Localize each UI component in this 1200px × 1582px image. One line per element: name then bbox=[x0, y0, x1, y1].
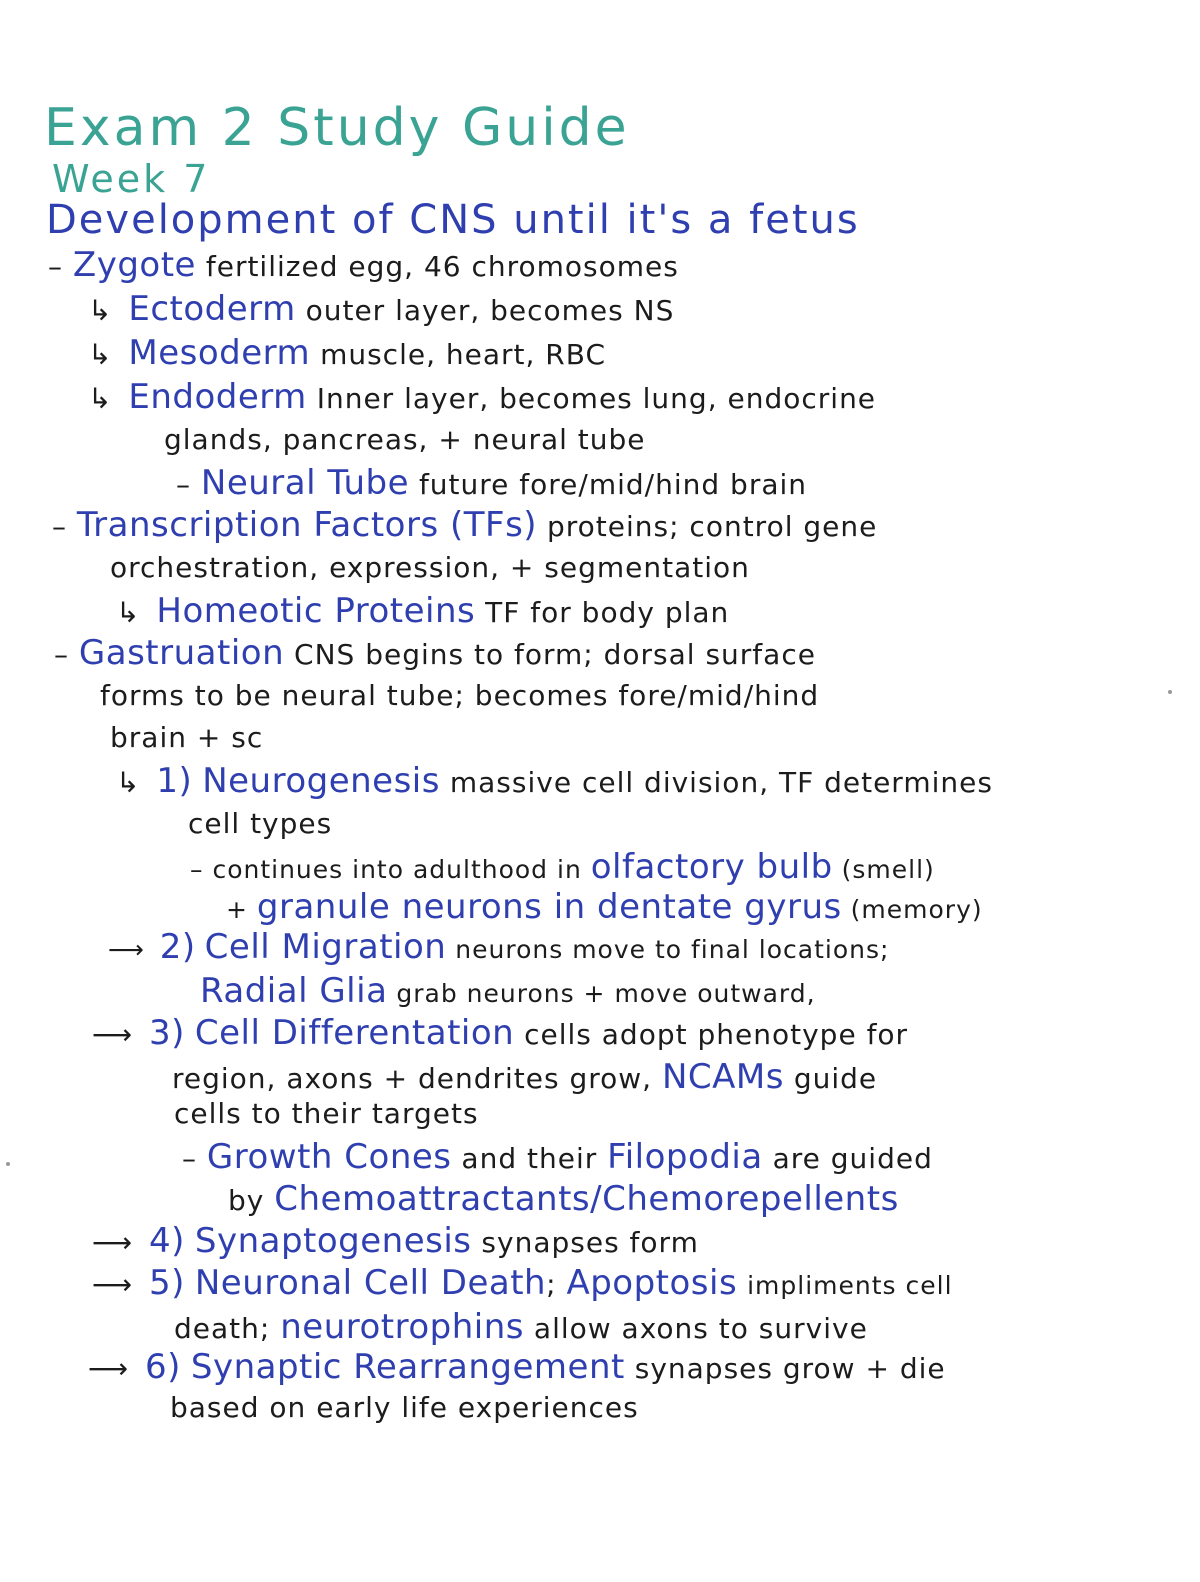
ncams-term: NCAMs bbox=[661, 1057, 784, 1097]
gastrulation-term: Gastruation bbox=[78, 633, 285, 673]
dash-marker: – bbox=[52, 510, 67, 543]
neurogenesis-sub-1-text: continues into adulthood in bbox=[212, 855, 582, 884]
arrow-icon: ↳ bbox=[116, 766, 141, 799]
ectoderm-term: Ectoderm bbox=[128, 289, 296, 329]
paper-speck bbox=[6, 1162, 10, 1166]
dash-marker: – bbox=[182, 1142, 197, 1175]
synaptogenesis-line bbox=[92, 1221, 699, 1261]
differentiation-line-2 bbox=[172, 1057, 878, 1097]
gastrulation-text-cont-2: brain + sc bbox=[110, 721, 264, 754]
endoderm-line bbox=[88, 377, 877, 417]
and-their-text: and their bbox=[461, 1142, 598, 1175]
zygote-text: fertilized egg, 46 chromosomes bbox=[205, 250, 679, 283]
synaptogenesis-number: 4) bbox=[149, 1221, 185, 1261]
cell-death-number: 5) bbox=[149, 1263, 185, 1303]
filopodia-term: Filopodia bbox=[607, 1137, 763, 1177]
rearrangement-text-cont: based on early life experiences bbox=[170, 1391, 639, 1424]
paper-speck bbox=[1168, 690, 1172, 694]
migration-text: neurons move to final locations; bbox=[455, 935, 890, 964]
gastrulation-text: CNS begins to form; dorsal surface bbox=[294, 638, 816, 671]
radial-glia-term: Radial Glia bbox=[200, 971, 388, 1011]
cell-death-term: Neuronal Cell Death bbox=[194, 1263, 547, 1303]
cell-death-sep: ; bbox=[546, 1268, 557, 1301]
arrow-icon: ⟶ bbox=[92, 1268, 134, 1301]
homeotic-text: TF for body plan bbox=[485, 596, 730, 629]
arrow-icon: ⟶ bbox=[88, 1352, 130, 1385]
zygote-term: Zygote bbox=[72, 245, 196, 285]
differentiation-text-2: region, axons + dendrites grow, bbox=[172, 1062, 653, 1095]
neurogenesis-term: Neurogenesis bbox=[202, 761, 440, 801]
week-heading: Week 7 bbox=[52, 157, 211, 201]
differentiation-text-3: cells to their targets bbox=[174, 1097, 479, 1130]
page-title: Exam 2 Study Guide bbox=[44, 98, 630, 158]
neurogenesis-text-cont: cell types bbox=[188, 807, 333, 840]
mesoderm-line bbox=[88, 333, 607, 373]
migration-text-cont: grab neurons + move outward, bbox=[396, 979, 816, 1008]
tfs-line bbox=[52, 505, 878, 545]
arrow-icon: ⟶ bbox=[92, 1226, 134, 1259]
neurogenesis-sub-2-plus: + bbox=[226, 895, 248, 924]
dash-marker: – bbox=[54, 638, 69, 671]
neurogenesis-sub-1-note: (smell) bbox=[841, 855, 935, 884]
cell-death-text-2-end: allow axons to survive bbox=[533, 1312, 868, 1345]
migration-line bbox=[108, 927, 890, 967]
differentiation-text: cells adopt phenotype for bbox=[524, 1018, 909, 1051]
gastrulation-text-cont-1: forms to be neural tube; becomes fore/mid/hind bbox=[100, 679, 820, 712]
arrow-icon: ⟶ bbox=[92, 1018, 134, 1051]
neural-tube-line bbox=[176, 463, 808, 503]
migration-line-2 bbox=[200, 971, 816, 1011]
arrow-icon: ↳ bbox=[88, 294, 113, 327]
growth-cones-line bbox=[182, 1137, 933, 1177]
arrow-icon: ↳ bbox=[88, 382, 113, 415]
differentiation-text-2-end: guide bbox=[793, 1062, 878, 1095]
dash-marker: – bbox=[190, 855, 204, 884]
tfs-term: Transcription Factors (TFs) bbox=[76, 505, 538, 545]
neural-tube-term: Neural Tube bbox=[200, 463, 410, 503]
chemo-term: Chemoattractants/Chemorepellents bbox=[274, 1179, 899, 1219]
homeotic-line bbox=[116, 591, 730, 631]
differentiation-number: 3) bbox=[149, 1013, 185, 1053]
neurogenesis-sub-2-note: (memory) bbox=[850, 895, 983, 924]
endoderm-text: Inner layer, becomes lung, endocrine bbox=[316, 382, 877, 415]
endoderm-text-cont: glands, pancreas, + neural tube bbox=[164, 423, 646, 456]
are-guided-text: are guided bbox=[772, 1142, 933, 1175]
endoderm-term: Endoderm bbox=[128, 377, 307, 417]
neural-tube-text: future fore/mid/hind brain bbox=[418, 468, 808, 501]
dash-marker: – bbox=[176, 468, 191, 501]
arrow-icon: ⟶ bbox=[108, 935, 145, 964]
arrow-icon: ↳ bbox=[116, 596, 141, 629]
cell-death-text: impliments cell bbox=[747, 1271, 953, 1300]
olfactory-bulb-term: olfactory bulb bbox=[590, 847, 833, 887]
differentiation-term: Cell Differentation bbox=[194, 1013, 515, 1053]
cell-death-line bbox=[92, 1263, 953, 1303]
rearrangement-number: 6) bbox=[145, 1347, 181, 1387]
cell-death-text-2: death; bbox=[174, 1312, 271, 1345]
dash-marker: – bbox=[48, 250, 63, 283]
mesoderm-term: Mesoderm bbox=[128, 333, 311, 373]
rearrangement-term: Synaptic Rearrangement bbox=[190, 1347, 625, 1387]
ectoderm-text: outer layer, becomes NS bbox=[305, 294, 675, 327]
growth-cones-term: Growth Cones bbox=[206, 1137, 452, 1177]
neurogenesis-line bbox=[116, 761, 993, 801]
homeotic-term: Homeotic Proteins bbox=[156, 591, 476, 631]
by-text: by bbox=[228, 1184, 265, 1217]
rearrangement-line bbox=[88, 1347, 946, 1387]
chemo-line bbox=[228, 1179, 899, 1219]
zygote-line bbox=[48, 245, 679, 285]
neurotrophins-term: neurotrophins bbox=[280, 1307, 524, 1347]
rearrangement-text: synapses grow + die bbox=[634, 1352, 946, 1385]
neurogenesis-sub-2 bbox=[226, 887, 983, 927]
cell-death-line-2 bbox=[174, 1307, 868, 1347]
tfs-text-cont: orchestration, expression, + segmentation bbox=[110, 551, 750, 584]
migration-number: 2) bbox=[159, 927, 196, 967]
synaptogenesis-text: synapses form bbox=[481, 1226, 699, 1259]
arrow-icon: ↳ bbox=[88, 338, 113, 371]
gastrulation-line bbox=[54, 633, 816, 673]
neurogenesis-text: massive cell division, TF determines bbox=[449, 766, 993, 799]
ectoderm-line bbox=[88, 289, 675, 329]
tfs-text: proteins; control gene bbox=[546, 510, 878, 543]
apoptosis-term: Apoptosis bbox=[566, 1263, 738, 1303]
dentate-gyrus-term: granule neurons in dentate gyrus bbox=[256, 887, 842, 927]
topic-heading: Development of CNS until it's a fetus bbox=[46, 197, 860, 243]
differentiation-line bbox=[92, 1013, 909, 1053]
neurogenesis-sub-1 bbox=[190, 847, 935, 887]
migration-term: Cell Migration bbox=[204, 927, 447, 967]
neurogenesis-number: 1) bbox=[156, 761, 193, 801]
synaptogenesis-term: Synaptogenesis bbox=[194, 1221, 472, 1261]
mesoderm-text: muscle, heart, RBC bbox=[320, 338, 607, 371]
